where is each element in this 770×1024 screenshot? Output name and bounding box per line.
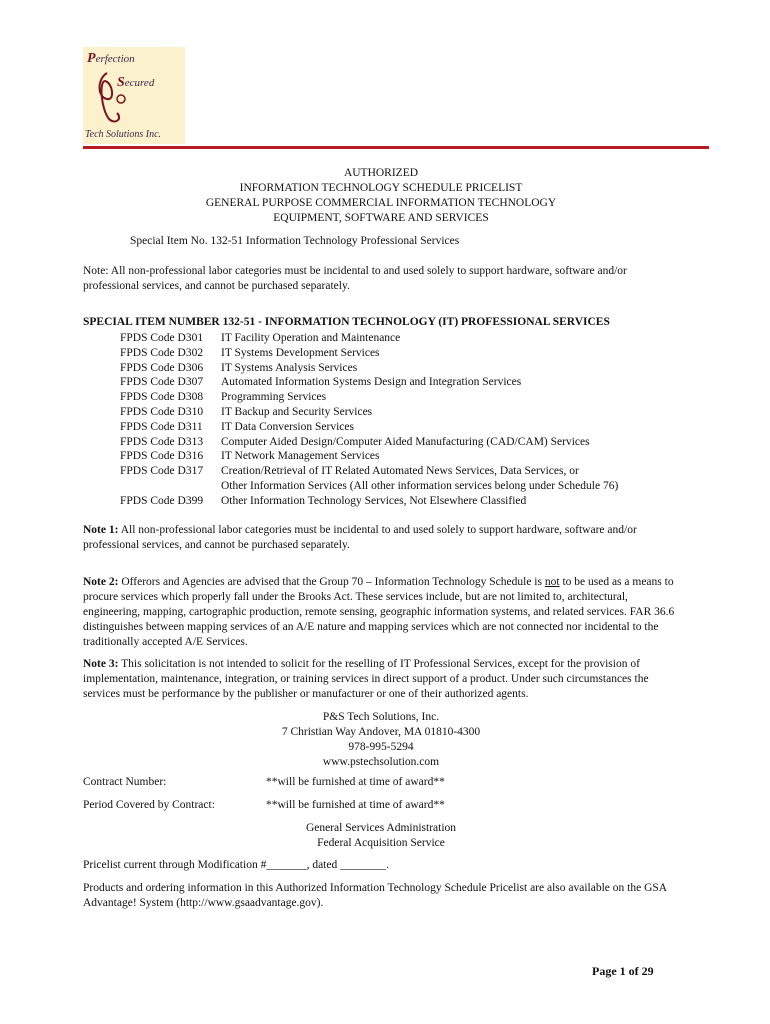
logo-line-perfection: Perfection	[87, 51, 135, 66]
list-item: FPDS Code D306 IT Systems Analysis Services	[120, 361, 358, 374]
logo-line-tech-solutions: Tech Solutions Inc.	[85, 129, 162, 140]
company-logo	[83, 47, 185, 144]
contract-number-value: **will be furnished at time of award**	[266, 776, 445, 788]
contract-number-label: Contract Number:	[83, 776, 167, 788]
gsa-block	[83, 821, 679, 851]
products-availability: Products and ordering information in this Authorized Information Technology Schedule Pricelist are also available on the GSA Advantage! System (http://www.gsaadvantage.gov).	[83, 882, 667, 909]
title-line: AUTHORIZED	[343, 167, 419, 179]
list-item: FPDS Code D317 Creation/Retrieval of IT Related Automated News Services, Data Services, or	[120, 465, 579, 478]
list-item: Other Information Services (All other information services belong under Schedule 76)	[221, 479, 619, 492]
note-general: Note: All non-professional labor categories must be incidental to and used solely to support hardware, software and/or professional services, and cannot be purchased separately.	[83, 265, 627, 292]
company-website: www.pstechsolution.com	[322, 756, 440, 768]
company-name: P&S Tech Solutions, Inc.	[322, 711, 440, 723]
title-line: INFORMATION TECHNOLOGY SCHEDULE PRICELIST	[239, 182, 523, 194]
note-3: Note 3: This solicitation is not intended to solicit for the reselling of IT Professional Services, except for the provision of implementation, maintenance, integration, or training services in direct support of a product. Under such circumstances the services must be performance by the publisher or manufacturer or one of their authorized agents.	[83, 658, 649, 700]
company-phone: 978-995-5294	[348, 741, 414, 753]
list-item: FPDS Code D301 IT Facility Operation and Maintenance	[120, 332, 401, 344]
title-line: EQUIPMENT, SOFTWARE AND SERVICES	[273, 212, 489, 224]
list-item: FPDS Code D399 Other Information Technology Services, Not Elsewhere Classified	[120, 494, 527, 507]
note-1: Note 1: All non-professional labor categories must be incidental to and used solely to support hardware, software and/or professional services, and cannot be purchased separately.	[83, 524, 637, 551]
document-title	[83, 166, 679, 226]
list-item: FPDS Code D302 IT Systems Development Services	[120, 346, 380, 359]
period-covered-value: **will be furnished at time of award**	[266, 799, 445, 811]
company-address-block	[83, 710, 679, 770]
gsa-line: General Services Administration	[305, 822, 457, 834]
note-2: Note 2: Offerors and Agencies are advised that the Group 70 – Information Technology Schedule is not to be used as a means to procure services which properly fall under the Brooks Act. These services include, but are not limited to, architectural, engineering, mapping, cartographic production, remote sensing, geographic information systems, and related services. FAR 36.6 distinguishes between mapping services of an A/E nature and mapping services which are not connected nor incidental to the traditionally accepted A/E Services.	[83, 576, 675, 648]
page-number: Page 1 of 29	[592, 964, 654, 978]
section-title: SPECIAL ITEM NUMBER 132-51 - INFORMATION TECHNOLOGY (IT) PROFESSIONAL SERVICES	[83, 316, 610, 328]
fpds-code-list	[120, 331, 690, 509]
title-line: GENERAL PURPOSE COMMERCIAL INFORMATION TECHNOLOGY	[205, 197, 557, 209]
list-item: FPDS Code D313 Computer Aided Design/Computer Aided Manufacturing (CAD/CAM) Services	[120, 435, 590, 448]
pricelist-modification: Pricelist current through Modification #_______, dated ________.	[83, 859, 389, 871]
period-covered-label: Period Covered by Contract:	[83, 799, 215, 811]
special-item-line: Special Item No. 132-51 Information Technology Professional Services	[130, 235, 460, 247]
logo-line-secured: Secured	[117, 75, 155, 90]
list-item: FPDS Code D310 IT Backup and Security Services	[120, 405, 373, 418]
list-item: FPDS Code D308 Programming Services	[120, 391, 327, 404]
gsa-line: Federal Acquisition Service	[317, 837, 445, 849]
header-rule	[83, 146, 709, 149]
list-item: FPDS Code D311 IT Data Conversion Services	[120, 420, 354, 433]
company-address: 7 Christian Way Andover, MA 01810-4300	[281, 726, 481, 738]
list-item: FPDS Code D307 Automated Information Systems Design and Integration Services	[120, 376, 522, 389]
list-item: FPDS Code D316 IT Network Management Services	[120, 450, 380, 463]
